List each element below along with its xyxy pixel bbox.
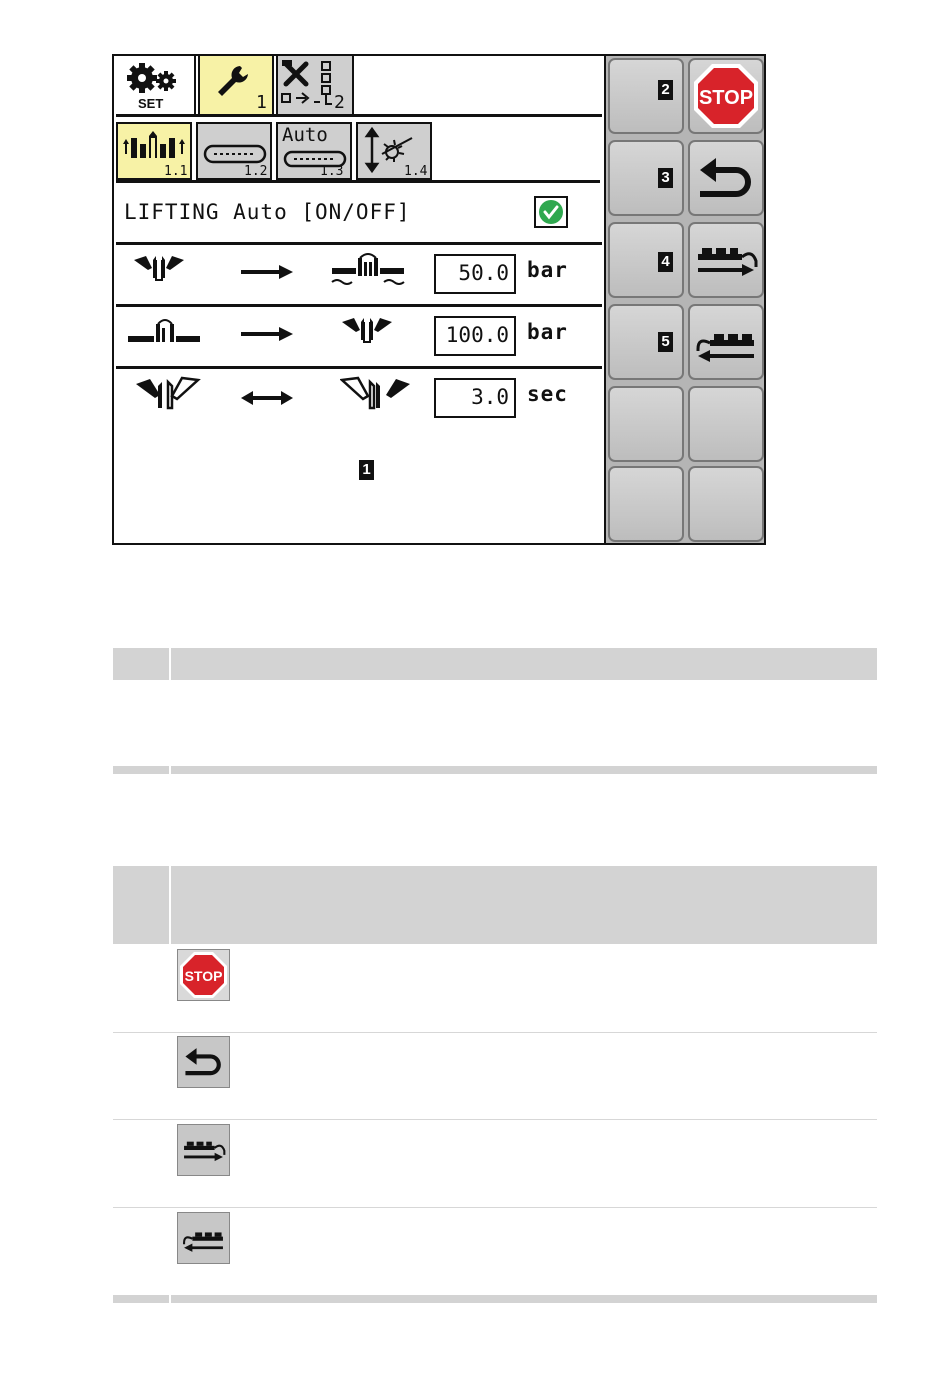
callout-3: 3 — [658, 168, 673, 188]
header-raised-ground-icon — [330, 250, 410, 290]
tab-number: 1.1 — [164, 164, 188, 179]
auto-label: Auto — [282, 124, 328, 146]
row-divider — [116, 366, 602, 369]
wrench-icon — [212, 62, 252, 102]
legend-stop-icon — [177, 949, 230, 1001]
tab-set[interactable] — [114, 56, 196, 116]
lifting-units-icon — [120, 128, 190, 164]
tab-1-1[interactable] — [116, 122, 192, 180]
param-row-1 — [114, 246, 604, 304]
terminal-screen — [112, 54, 766, 545]
lifting-auto-label: LIFTING Auto [ON/OFF] — [124, 200, 411, 224]
tab-number: 2 — [334, 92, 345, 113]
row-backward-icon — [178, 1213, 229, 1263]
tab-1-2[interactable] — [196, 122, 272, 180]
table1-header — [113, 648, 877, 680]
timing-unit: sec — [527, 382, 568, 406]
pressure-lower-unit: bar — [527, 258, 568, 282]
main-panel — [114, 56, 604, 543]
row-forward-icon — [690, 224, 762, 296]
softkey-blank[interactable] — [608, 386, 684, 462]
pressure-lower-value[interactable]: 50.0 — [434, 254, 516, 294]
header-lowered-icon — [340, 314, 404, 350]
callout-2: 2 — [658, 80, 673, 100]
checkmark-icon — [536, 198, 566, 226]
tab-settings-2[interactable] — [276, 56, 354, 116]
row-divider — [116, 242, 602, 245]
tabs-divider — [116, 114, 602, 117]
row-forward-icon — [178, 1125, 229, 1175]
header-lowered-icon — [132, 252, 196, 288]
double-arrow-icon — [239, 390, 295, 406]
table1-bottom-rule — [113, 766, 877, 774]
lifting-auto-row[interactable] — [114, 186, 604, 242]
return-arrow-icon — [178, 1037, 229, 1087]
header-tilt-right-icon — [340, 374, 412, 414]
stop-text: STOP — [698, 87, 754, 109]
param-row-2 — [114, 308, 604, 366]
table2-row-divider — [113, 1207, 877, 1208]
subtabs-divider — [116, 180, 600, 183]
timing-value[interactable]: 3.0 — [434, 378, 516, 418]
table2-row-divider — [113, 1032, 877, 1033]
callout-4: 4 — [658, 252, 673, 272]
callout-1: 1 — [359, 460, 374, 480]
table2-header — [113, 866, 877, 944]
row-backward-icon — [690, 306, 762, 378]
callout-5: 5 — [658, 332, 673, 352]
softkey-blank[interactable] — [608, 466, 684, 542]
tab-number: 1.4 — [404, 164, 428, 179]
arrow-right-icon — [239, 326, 295, 342]
table2-row-divider — [113, 1119, 877, 1120]
header-tilt-left-icon — [134, 374, 206, 414]
row-divider — [116, 304, 602, 307]
legend-return-icon — [177, 1036, 230, 1088]
param-row-3 — [114, 370, 604, 430]
pressure-raise-value[interactable]: 100.0 — [434, 316, 516, 356]
set-label: SET — [138, 96, 164, 111]
legend-row-forward-icon — [177, 1124, 230, 1176]
row-backward-button[interactable] — [688, 304, 764, 380]
stop-button[interactable] — [688, 58, 764, 134]
tab-number: 1.3 — [320, 164, 344, 179]
softkey-blank[interactable] — [688, 466, 764, 542]
tab-settings-1[interactable] — [198, 56, 274, 116]
gears-icon — [122, 61, 192, 101]
tab-1-3[interactable] — [276, 122, 352, 180]
softkey-panel — [604, 56, 764, 543]
tab-number: 1 — [256, 92, 267, 113]
legend-row-backward-icon — [177, 1212, 230, 1264]
pressure-raise-unit: bar — [527, 320, 568, 344]
stop-text: STOP — [184, 968, 223, 984]
table2-bottom-rule — [113, 1295, 877, 1303]
back-button[interactable] — [688, 140, 764, 216]
tab-number: 1.2 — [244, 164, 268, 179]
header-raised-icon — [126, 314, 206, 350]
row-forward-button[interactable] — [688, 222, 764, 298]
stop-icon — [178, 950, 229, 1000]
tab-1-4[interactable] — [356, 122, 432, 180]
arrow-right-icon — [239, 264, 295, 280]
return-arrow-icon — [690, 142, 762, 214]
lifting-auto-checkbox[interactable] — [534, 196, 568, 228]
softkey-blank[interactable] — [688, 386, 764, 462]
stop-icon — [690, 60, 762, 132]
